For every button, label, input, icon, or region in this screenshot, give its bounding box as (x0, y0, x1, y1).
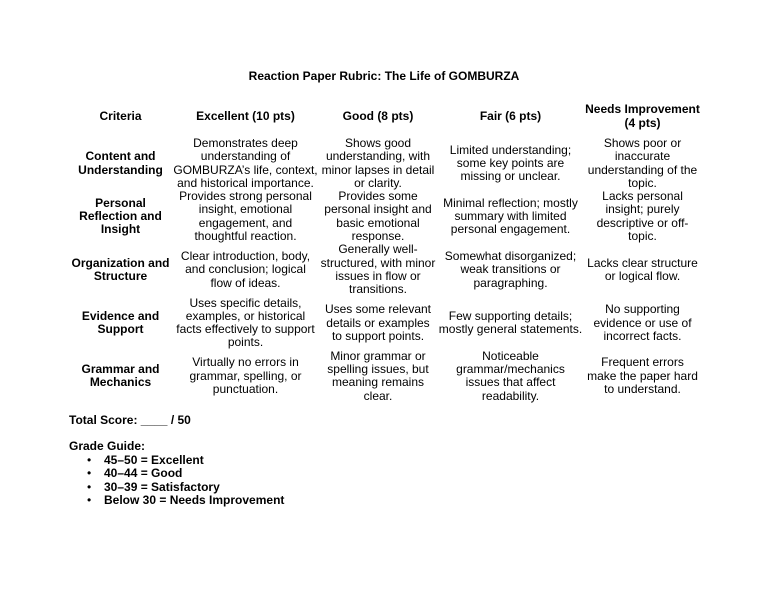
rubric-table (69, 96, 701, 403)
list-item (69, 467, 284, 480)
criteria-cell: Evidence and Support (81, 308, 160, 337)
table-row (69, 190, 701, 243)
criteria-cell: Organization and Structure (71, 255, 170, 283)
criteria-cell: Personal Reflection and Insight (79, 195, 162, 237)
header-criteria: Criteria (99, 108, 142, 123)
header-excellent: Excellent (10 pts) (196, 108, 295, 123)
bullet-icon: • (87, 453, 92, 467)
list-item (69, 494, 284, 507)
good-cell: Provides some personal insight and basic emotional response. (324, 189, 432, 244)
document-title: Reaction Paper Rubric: The Life of GOMBURZA (248, 69, 520, 83)
needs-improvement-cell: Shows poor or inaccurate understanding of the topic. (587, 136, 698, 190)
header-good: Good (8 pts) (342, 108, 414, 123)
header-fair: Fair (6 pts) (479, 108, 542, 123)
grade-guide-title: Grade Guide: (69, 439, 146, 453)
fair-cell: Noticeable grammar/mechanics issues that affect readability. (456, 348, 565, 403)
needs-improvement-cell: No supporting evidence or use of incorrect facts. (593, 302, 692, 343)
table-row (69, 350, 701, 403)
good-cell: Uses some relevant details or examples to support points. (324, 302, 432, 343)
fair-cell: Somewhat disorganized; weak transitions or paragraphing. (444, 249, 577, 290)
excellent-cell: Virtually no errors in grammar, spelling, or punctuation. (189, 355, 302, 396)
bullet-icon: • (87, 466, 92, 481)
grade-guide-item: 30–39 = Satisfactory (104, 479, 220, 494)
criteria-cell: Content and Understanding (78, 149, 163, 177)
needs-improvement-cell: Lacks clear structure or logical flow. (587, 255, 698, 283)
table-header-row (69, 96, 701, 137)
fair-cell: Few supporting details; mostly general statements. (438, 308, 583, 337)
grade-guide-item: 45–50 = Excellent (104, 453, 204, 467)
good-cell: Shows good understanding, with minor lapses in detail or clarity. (321, 136, 435, 190)
grade-guide-item: Below 30 = Needs Improvement (104, 492, 285, 507)
bullet-icon: • (87, 492, 92, 507)
table-row (69, 297, 701, 350)
grade-guide-list (69, 454, 284, 507)
fair-cell: Limited understanding; some key points are missing or unclear. (449, 142, 572, 184)
excellent-cell: Provides strong personal insight, emotional engagement, and thoughtful reaction. (179, 189, 312, 244)
excellent-cell: Clear introduction, body, and conclusion; logical flow of ideas. (180, 249, 311, 290)
criteria-cell: Grammar and Mechanics (81, 362, 160, 390)
fair-cell: Minimal reflection; mostly summary with limited personal engagement. (443, 195, 578, 237)
list-item (69, 481, 284, 494)
list-item (69, 454, 284, 467)
good-cell: Minor grammar or spelling issues, but meaning remains clear. (327, 348, 429, 403)
table-row (69, 137, 701, 190)
bullet-icon: • (87, 479, 92, 494)
good-cell: Generally well-structured, with minor issues in flow or transitions. (320, 242, 436, 297)
needs-improvement-cell: Lacks personal insight; purely descriptive or off-topic. (596, 189, 689, 244)
excellent-cell: Demonstrates deep understanding of GOMBURZA’s life, context, and historical importance. (173, 136, 318, 190)
needs-improvement-cell: Frequent errors make the paper hard to understand. (587, 355, 698, 396)
header-needs-improvement: Needs Improvement (4 pts) (585, 102, 700, 130)
excellent-cell: Uses specific details, examples, or historical facts effectively to support points. (176, 295, 315, 350)
total-score: Total Score: ____ / 50 (69, 413, 191, 427)
grade-guide-item: 40–44 = Good (104, 466, 183, 481)
table-row (69, 243, 701, 296)
